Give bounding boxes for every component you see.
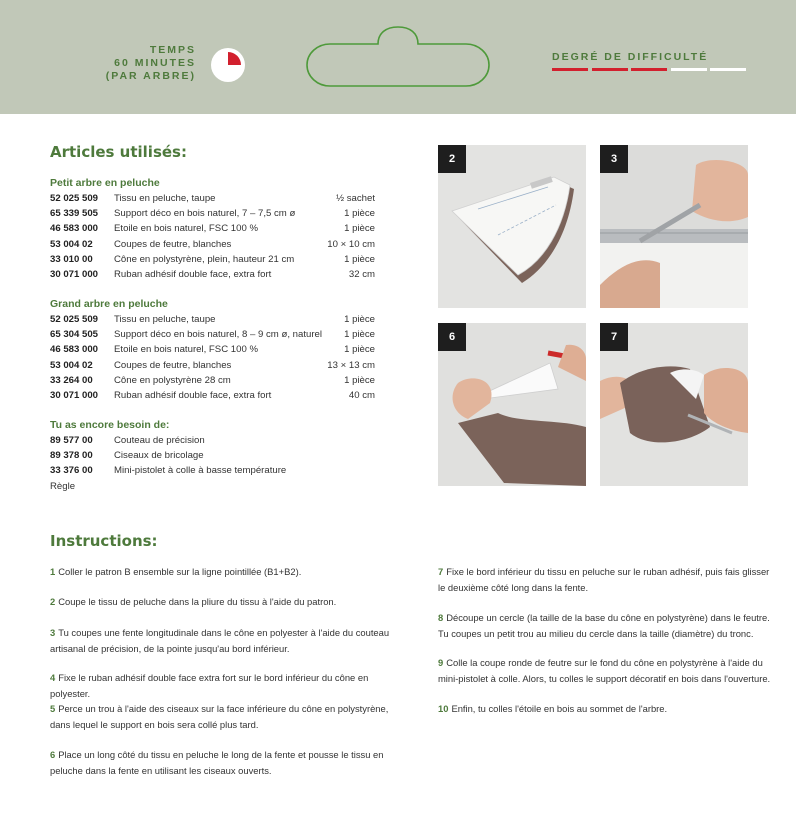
time-value: 60 MINUTES: [114, 57, 196, 69]
instruction-step-4: 4 Fixe le ruban adhésif double face extra fort sur le bord inférieur du cône en polyester.: [50, 672, 369, 699]
photo-step-3: [600, 145, 748, 308]
header-band: [0, 0, 796, 114]
step-badge: 6: [438, 323, 466, 351]
photo-step-2: [438, 145, 586, 308]
instruction-step-1: 1 Coller le patron B ensemble sur la ligne pointillée (B1+B2).: [50, 566, 302, 577]
list-item: 30 071 000 Ruban adhésif double face, extra fort 32 cm: [50, 268, 375, 280]
difficulty-label: DEGRÉ DE DIFFICULTÉ: [552, 51, 709, 63]
list-item: 30 071 000 Ruban adhésif double face, extra fort 40 cm: [50, 389, 375, 401]
instruction-step-6: 6 Place un long côté du tissu en peluche le long de la fente et pousse le tissu en peluche dans la fente en utilisant les ciseaux ouverts.: [50, 749, 384, 776]
articles-title: Articles utilisés:: [50, 143, 187, 161]
list-item: 65 339 505 Support déco en bois naturel, 7 – 7,5 cm ø 1 pièce: [50, 208, 375, 220]
besoin-title: Tu as encore besoin de:: [50, 419, 170, 431]
difficulty-segment: [631, 68, 667, 71]
step-badge: 3: [600, 145, 628, 173]
instruction-step-2: 2 Coupe le tissu de peluche dans la pliure du tissu à l'aide du patron.: [50, 596, 337, 607]
timer-icon: [211, 48, 245, 82]
difficulty-segment: [552, 68, 588, 71]
photo-step-7: [600, 323, 748, 486]
besoin-list: [50, 433, 375, 494]
instruction-step-8: 8 Découpe un cercle (la taille de la base du cône en polystyrène) dans le feutre. Tu coupes un petit trou au milieu du cercle dans la taille (diamètre) du tronc.: [438, 612, 770, 639]
list-item: 53 004 02 Coupes de feutre, blanches 10 × 10 cm: [50, 238, 375, 250]
instruction-step-5: 5 Perce un trou à l'aide des ciseaux sur la face inférieure du cône en polystyrène, dans lequel le support en bois sera collé plus tard.: [50, 703, 389, 730]
list-item: 46 583 000 Etoile en bois naturel, FSC 100 % 1 pièce: [50, 344, 375, 356]
photo-step-6: [438, 323, 586, 486]
time-block: [106, 44, 196, 83]
step-badge: 2: [438, 145, 466, 173]
instruction-step-7: 7 Fixe le bord inférieur du tissu en peluche sur le ruban adhésif, puis fais glisser le deuxième côté long dans la fente.: [438, 566, 770, 593]
petit-arbre-title: Petit arbre en peluche: [50, 177, 160, 189]
list-item: 89 577 00 Couteau de précision: [50, 435, 205, 446]
difficulty-meter: [552, 68, 747, 72]
list-item: 89 378 00 Ciseaux de bricolage: [50, 450, 204, 462]
list-item: 33 376 00 Mini-pistolet à colle à basse température: [50, 465, 287, 477]
grand-arbre-list: [50, 312, 375, 403]
list-item: 52 025 509 Tissu en peluche, taupe ½ sachet: [50, 193, 375, 204]
list-item: 65 304 505 Support déco en bois naturel, 8 – 9 cm ø, naturel 1 pièce: [50, 329, 375, 341]
instruction-step-10: 10 Enfin, tu colles l'étoile en bois au sommet de l'arbre.: [438, 703, 668, 714]
time-label: TEMPS: [149, 44, 196, 56]
time-note: (PAR ARBRE): [105, 70, 196, 82]
grand-arbre-title: Grand arbre en peluche: [50, 298, 168, 310]
difficulty-segment: [671, 68, 707, 71]
list-item: 33 264 00 Cône en polystyrène 28 cm 1 pièce: [50, 374, 375, 386]
step-badge: 7: [600, 323, 628, 351]
instruction-step-3: 3 Tu coupes une fente longitudinale dans le cône en polyester à l'aide du couteau artisanal de précision, de la pointe jusqu'au bord inférieur.: [50, 627, 390, 654]
list-item: 53 004 02 Coupes de feutre, blanches 13 × 13 cm: [50, 359, 375, 371]
tag-shape-icon: [302, 25, 494, 87]
instructions-title: Instructions:: [50, 532, 158, 550]
petit-arbre-list: [50, 191, 375, 282]
difficulty-segment: [710, 68, 746, 71]
difficulty-segment: [592, 68, 628, 71]
list-item: 33 010 00 Cône en polystyrène, plein, hauteur 21 cm 1 pièce: [50, 253, 375, 265]
list-item: 46 583 000 Etoile en bois naturel, FSC 100 % 1 pièce: [50, 223, 375, 235]
list-item: Règle: [50, 480, 76, 492]
list-item: 52 025 509 Tissu en peluche, taupe 1 pièce: [50, 314, 375, 325]
instruction-step-9: 9 Colle la coupe ronde de feutre sur le fond du cône en polystyrène à l'aide du mini-pistolet à colle. Alors, tu colles le support décoratif en bois dans l'ouverture.: [438, 657, 771, 684]
